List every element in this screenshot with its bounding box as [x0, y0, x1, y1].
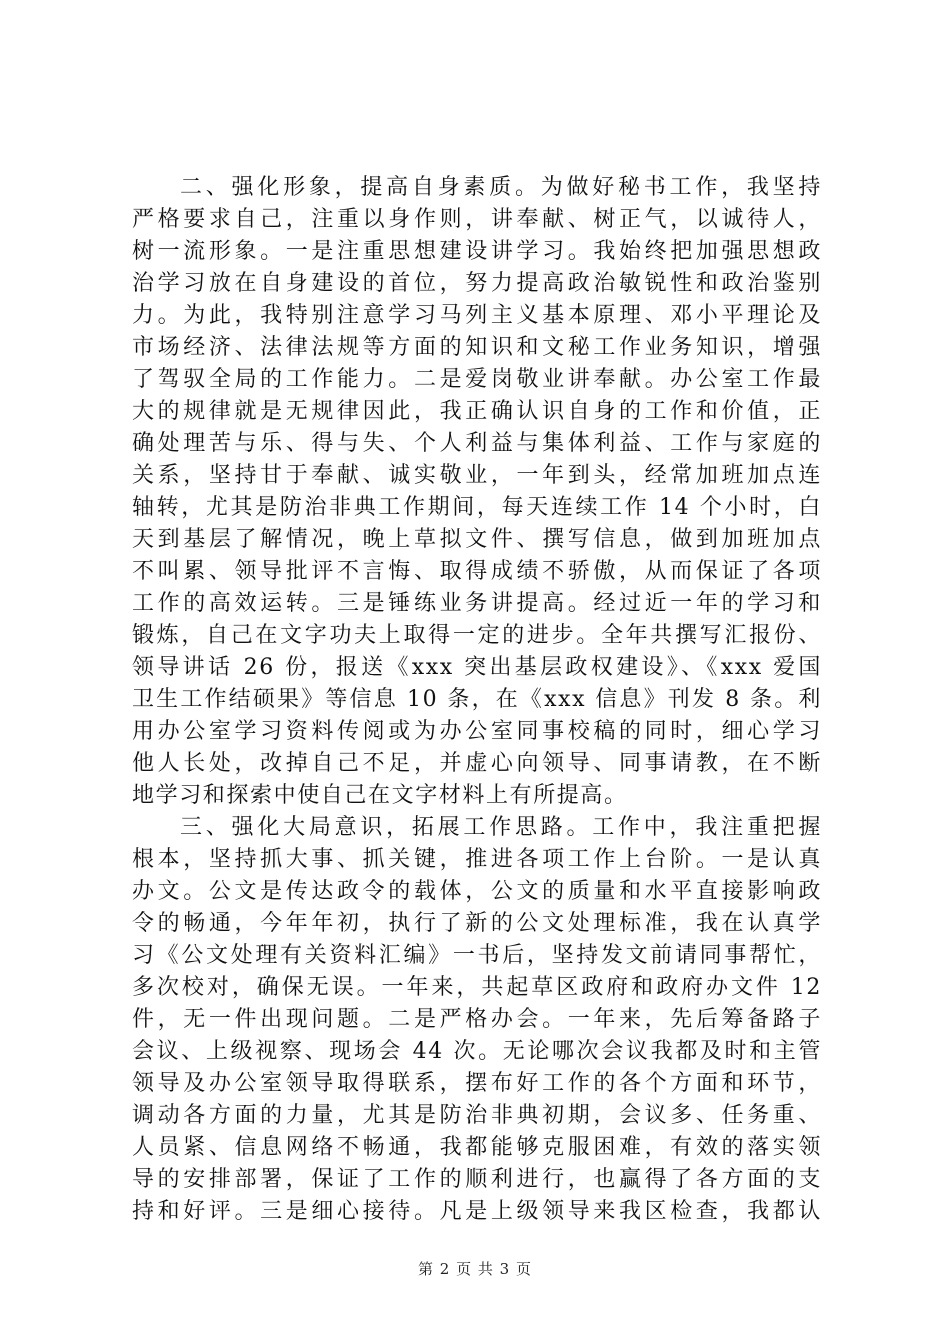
document-body: [132, 172, 822, 1228]
text-line: 市场经济、法律法规等方面的知识和文秘工作业务知识，增强: [132, 335, 822, 360]
text-line: 力。为此，我特别注意学习马列主义基本原理、邓小平理论及: [132, 303, 822, 328]
text-line: 习《公文处理有关资料汇编》一书后，坚持发文前请同事帮忙，: [132, 943, 822, 968]
text-line: 三、强化大局意识，拓展工作思路。工作中，我注重把握: [180, 815, 822, 840]
text-line: 根本，坚持抓大事、抓关键，推进各项工作上台阶。一是认真: [132, 847, 822, 872]
text-line: 大的规律就是无规律因此，我正确认识自身的工作和价值，正: [132, 399, 822, 424]
text-line: 严格要求自己，注重以身作则，讲奉献、树正气，以诚待人，: [132, 207, 822, 232]
text-line: 治学习放在自身建设的首位，努力提高政治敏锐性和政治鉴别: [132, 271, 822, 296]
text-line: 卫生工作结硕果》等信息 10 条，在《xxx 信息》刊发 8 条。利: [132, 687, 822, 712]
text-line: 锻炼，自己在文字功夫上取得一定的进步。全年共撰写汇报份、: [132, 623, 822, 648]
text-line: 地学习和探索中使自己在文字材料上有所提高。: [132, 783, 628, 808]
text-line: 确处理苦与乐、得与失、个人利益与集体利益、工作与家庭的: [132, 431, 822, 456]
text-line: 领导讲话 26 份，报送《xxx 突出基层政权建设》、《xxx 爱国: [132, 655, 822, 680]
text-line: 他人长处，改掉自己不足，并虚心向领导、同事请教，在不断: [132, 751, 822, 776]
text-line: 人员紧、信息网络不畅通，我都能够克服困难，有效的落实领: [132, 1135, 822, 1160]
text-line: 领导及办公室领导取得联系，摆布好工作的各个方面和环节，: [132, 1071, 822, 1096]
text-line: 二、强化形象，提高自身素质。为做好秘书工作，我坚持: [180, 175, 822, 200]
text-line: 持和好评。三是细心接待。凡是上级领导来我区检查，我都认: [132, 1199, 822, 1224]
text-line: 树一流形象。一是注重思想建设讲学习。我始终把加强思想政: [132, 239, 822, 264]
paragraph-2: [132, 172, 822, 812]
text-line: 了驾驭全局的工作能力。二是爱岗敬业讲奉献。办公室工作最: [132, 367, 822, 392]
text-line: 不叫累、领导批评不言悔、取得成绩不骄傲，从而保证了各项: [132, 559, 822, 584]
paragraph-3: [132, 812, 822, 1228]
text-line: 导的安排部署，保证了工作的顺利进行，也赢得了各方面的支: [132, 1167, 822, 1192]
text-line: 关系，坚持甘于奉献、诚实敬业，一年到头，经常加班加点连: [132, 463, 822, 488]
text-line: 轴转，尤其是防治非典工作期间，每天连续工作 14 个小时，白: [132, 495, 822, 520]
text-line: 办文。公文是传达政令的载体，公文的质量和水平直接影响政: [132, 879, 822, 904]
text-line: 多次校对，确保无误。一年来，共起草区政府和政府办文件 12: [132, 975, 822, 1000]
page-footer: 第 2 页 共 3 页: [418, 1260, 532, 1278]
text-line: 会议、上级视察、现场会 44 次。无论哪次会议我都及时和主管: [132, 1039, 822, 1064]
text-line: 天到基层了解情况，晚上草拟文件、撰写信息，做到加班加点: [132, 527, 822, 552]
text-line: 件，无一件出现问题。二是严格办会。一年来，先后筹备路子: [132, 1007, 822, 1032]
text-line: 用办公室学习资料传阅或为办公室同事校稿的同时，细心学习: [132, 719, 822, 744]
text-line: 工作的高效运转。三是锤练业务讲提高。经过近一年的学习和: [132, 591, 822, 616]
text-line: 调动各方面的力量，尤其是防治非典初期，会议多、任务重、: [132, 1103, 822, 1128]
text-line: 令的畅通，今年年初，执行了新的公文处理标准，我在认真学: [132, 911, 822, 936]
